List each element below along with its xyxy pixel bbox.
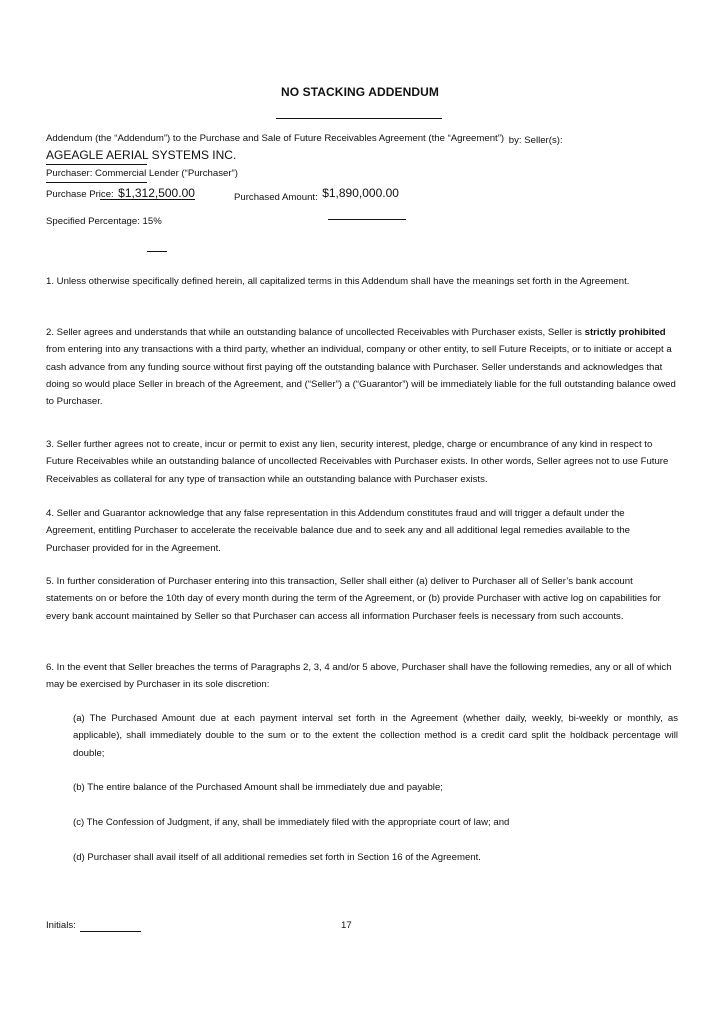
document-title: NO STACKING ADDENDUM — [281, 85, 439, 99]
remedy-a: (a) The Purchased Amount due at each payment interval set forth in the Agreement (whether daily, weekly, bi-weekly or monthly, as applicable), shall immediately double to the sum or to the extent the collection method is a credit card split the holdback percentage will double; — [73, 713, 678, 759]
intro-sentence: Addendum (the “Addendum”) to the Purchase and Sale of Future Receivables Agreement (the “Agreement”) — [46, 133, 505, 144]
remedy-b: (b) The entire balance of the Purchased Amount shall be immediately due and payable; — [73, 782, 443, 793]
seller-name — [46, 148, 236, 162]
initials-line — [46, 920, 76, 932]
purchaser-line: Purchaser: Commercial Lender (“Purchaser”) — [46, 168, 238, 179]
seller-name-underline — [46, 164, 147, 165]
paragraph-2-intro: 2. Seller agrees and understands that while an outstanding balance of uncollected Receivables with Purchaser exists, Seller is — [46, 327, 582, 338]
purchased-amount-line — [234, 184, 399, 202]
paragraph-2-body: from entering into any transactions with a third party, whether an individual, company or other entity, to sell Future Receipts, or to initiate or accept a cash advance from any funding source without first paying off the outstanding balance with Purchaser. Seller understands and acknowledges that doing so would place Seller in breach of the Agreement, and (“Seller”) a — [46, 344, 672, 390]
paragraph-1: 1. Unless otherwise specifically defined herein, all capitalized terms in this Addendum shall have the meanings set forth in the Agreement. — [46, 276, 630, 287]
purchased-amount-value: $1,890,000.00 — [322, 186, 399, 200]
percentage-underline — [147, 251, 167, 252]
strictly-prohibited-text: strictly prohibited — [584, 327, 666, 338]
purchaser-underline — [46, 182, 147, 183]
intro-text — [46, 133, 563, 145]
paragraph-6: 6. In the event that Seller breaches the terms of Paragraphs 2, 3, 4 and/or 5 above, Purchaser shall have the following remedies, any or all of which may be exercised by Purchaser in its sole discretion: — [46, 662, 672, 691]
paragraph-5: 5. In further consideration of Purchaser entering into this transaction, Seller shall either (a) deliver to Purchaser all of Seller’s bank account statements on or before the 10th day of every month during the term of the Agreement, or (b) provide Purchaser with active log on capabilities for every bank account maintained by Seller so that Purchaser can access all information Purchaser feels is necessary from such accounts. — [46, 576, 661, 622]
paragraph-4: 4. Seller and Guarantor acknowledge that any false representation in this Addendum constitutes fraud and will trigger a default under the Agreement, entitling Purchaser to accelerate the receivable balance due and to seek any and all additional legal remedies available to the Purchaser provided for in the Agreement. — [46, 508, 630, 554]
page-number: 17 — [341, 920, 352, 931]
purchase-price-value: $1,312,500.00 — [118, 186, 195, 200]
title-underline — [276, 118, 442, 119]
purchase-price-label: Purchase Price: — [46, 189, 114, 200]
initials-label: Initials: — [46, 920, 76, 931]
purchased-amount-underline — [328, 219, 406, 220]
by-seller-label: by: Seller(s): — [508, 135, 563, 146]
seller-name-text: AGEAGLE AERIAL SYSTEMS INC. — [46, 148, 237, 162]
specified-percentage: Specified Percentage: 15% — [46, 216, 162, 227]
paragraph-3: 3. Seller further agrees not to create, incur or permit to exist any lien, security interest, pledge, charge or encumbrance of any kind in respect to Future Receivables while an outstanding balance of uncollected Receivables with Purchaser exists. In other words, Seller agrees not to use Future Receivables as collateral for any type of transaction while an outstanding balance with Purchaser exists. — [46, 439, 669, 485]
paragraph-2 — [46, 324, 676, 410]
purchase-price-underline — [100, 199, 195, 200]
purchased-amount-label: Purchased Amount: — [234, 192, 318, 203]
initials-blank — [80, 931, 141, 932]
paragraph-2-end: (“Guarantor”) will be immediately liable for the full outstanding balance owed to Purchaser. — [46, 378, 676, 408]
remedy-c: (c) The Confession of Judgment, if any, shall be immediately filed with the appropriate court of law; and — [73, 817, 510, 828]
remedy-d: (d) Purchaser shall avail itself of all additional remedies set forth in Section 16 of the Agreement. — [73, 852, 481, 863]
